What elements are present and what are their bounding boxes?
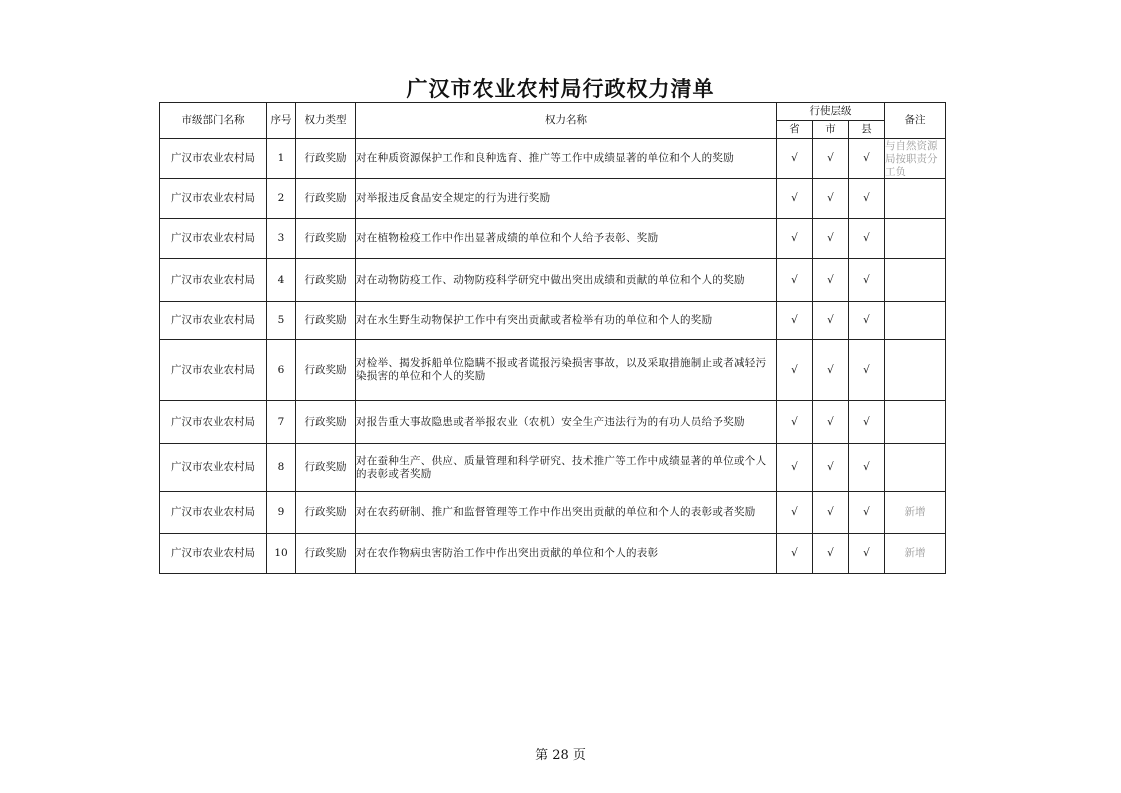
cell-county-check: √	[849, 534, 885, 574]
cell-power-name: 对在蚕种生产、供应、质量管理和科学研究、技术推广等工作中成绩显著的单位或个人的表彰或者奖励	[356, 444, 777, 492]
cell-city-check: √	[813, 340, 849, 401]
cell-seq: 5	[267, 302, 296, 340]
cell-type: 行政奖励	[296, 259, 356, 302]
cell-dept: 广汉市农业农村局	[160, 492, 267, 534]
cell-province-check: √	[777, 401, 813, 444]
cell-seq: 4	[267, 259, 296, 302]
table-row	[160, 534, 946, 574]
cell-city-check: √	[813, 492, 849, 534]
table-row	[160, 340, 946, 401]
cell-power-name: 对举报违反食品安全规定的行为进行奖励	[356, 179, 777, 219]
cell-note	[885, 179, 946, 219]
cell-city-check: √	[813, 179, 849, 219]
cell-type: 行政奖励	[296, 139, 356, 179]
cell-seq: 6	[267, 340, 296, 401]
cell-power-name: 对在动物防疫工作、动物防疫科学研究中做出突出成绩和贡献的单位和个人的奖励	[356, 259, 777, 302]
cell-city-check: √	[813, 139, 849, 179]
cell-type: 行政奖励	[296, 340, 356, 401]
cell-dept: 广汉市农业农村局	[160, 534, 267, 574]
cell-note	[885, 302, 946, 340]
cell-county-check: √	[849, 139, 885, 179]
header-note: 备注	[885, 103, 946, 139]
header-city: 市	[813, 121, 849, 139]
cell-type: 行政奖励	[296, 492, 356, 534]
cell-county-check: √	[849, 302, 885, 340]
cell-type: 行政奖励	[296, 179, 356, 219]
header-row	[160, 103, 946, 121]
header-name: 权力名称	[356, 103, 777, 139]
table-row	[160, 179, 946, 219]
cell-note	[885, 259, 946, 302]
cell-county-check: √	[849, 179, 885, 219]
header-type: 权力类型	[296, 103, 356, 139]
cell-note	[885, 340, 946, 401]
cell-province-check: √	[777, 340, 813, 401]
power-list-table	[159, 102, 946, 574]
cell-power-name: 对在农作物病虫害防治工作中作出突出贡献的单位和个人的表彰	[356, 534, 777, 574]
page-number: 第 28 页	[535, 748, 586, 763]
table-row	[160, 401, 946, 444]
cell-city-check: √	[813, 219, 849, 259]
header-dept: 市级部门名称	[160, 103, 267, 139]
cell-power-name: 对在种质资源保护工作和良种选育、推广等工作中成绩显著的单位和个人的奖励	[356, 139, 777, 179]
cell-city-check: √	[813, 444, 849, 492]
cell-county-check: √	[849, 259, 885, 302]
cell-city-check: √	[813, 302, 849, 340]
table-row	[160, 302, 946, 340]
cell-note	[885, 139, 946, 179]
cell-county-check: √	[849, 492, 885, 534]
cell-province-check: √	[777, 219, 813, 259]
note-text: 与自然资源局按职责分工负	[885, 140, 938, 176]
cell-dept: 广汉市农业农村局	[160, 179, 267, 219]
table-row	[160, 219, 946, 259]
cell-type: 行政奖励	[296, 302, 356, 340]
header-province: 省	[777, 121, 813, 139]
cell-type: 行政奖励	[296, 534, 356, 574]
cell-city-check: √	[813, 401, 849, 444]
cell-power-name: 对报告重大事故隐患或者举报农业（农机）安全生产违法行为的有功人员给予奖励	[356, 401, 777, 444]
cell-province-check: √	[777, 302, 813, 340]
table-row	[160, 139, 946, 179]
cell-county-check: √	[849, 444, 885, 492]
cell-province-check: √	[777, 492, 813, 534]
cell-dept: 广汉市农业农村局	[160, 219, 267, 259]
cell-power-name: 对检举、揭发拆船单位隐瞒不报或者谎报污染损害事故，以及采取措施制止或者减轻污染损害的单位和个人的奖励	[356, 340, 777, 401]
cell-county-check: √	[849, 219, 885, 259]
cell-county-check: √	[849, 340, 885, 401]
cell-note	[885, 444, 946, 492]
cell-dept: 广汉市农业农村局	[160, 139, 267, 179]
cell-province-check: √	[777, 139, 813, 179]
header-county: 县	[849, 121, 885, 139]
cell-city-check: √	[813, 259, 849, 302]
cell-dept: 广汉市农业农村局	[160, 401, 267, 444]
cell-type: 行政奖励	[296, 444, 356, 492]
cell-power-name: 对在植物检疫工作中作出显著成绩的单位和个人给予表彰、奖励	[356, 219, 777, 259]
cell-power-name: 对在水生野生动物保护工作中有突出贡献或者检举有功的单位和个人的奖励	[356, 302, 777, 340]
table-row	[160, 259, 946, 302]
cell-province-check: √	[777, 534, 813, 574]
table-row	[160, 444, 946, 492]
cell-province-check: √	[777, 444, 813, 492]
document-title: 广汉市农业农村局行政权力清单	[406, 76, 715, 101]
cell-note: 新增	[885, 534, 946, 574]
cell-power-name: 对在农药研制、推广和监督管理等工作中作出突出贡献的单位和个人的表彰或者奖励	[356, 492, 777, 534]
cell-seq: 9	[267, 492, 296, 534]
cell-city-check: √	[813, 534, 849, 574]
cell-province-check: √	[777, 259, 813, 302]
cell-type: 行政奖励	[296, 219, 356, 259]
cell-dept: 广汉市农业农村局	[160, 259, 267, 302]
cell-dept: 广汉市农业农村局	[160, 302, 267, 340]
cell-type: 行政奖励	[296, 401, 356, 444]
cell-note	[885, 219, 946, 259]
cell-seq: 10	[267, 534, 296, 574]
cell-note: 新增	[885, 492, 946, 534]
table-row	[160, 492, 946, 534]
cell-note	[885, 401, 946, 444]
header-seq: 序号	[267, 103, 296, 139]
cell-seq: 1	[267, 139, 296, 179]
cell-seq: 2	[267, 179, 296, 219]
cell-seq: 7	[267, 401, 296, 444]
cell-dept: 广汉市农业农村局	[160, 340, 267, 401]
cell-seq: 8	[267, 444, 296, 492]
header-level: 行使层级	[777, 103, 885, 121]
cell-dept: 广汉市农业农村局	[160, 444, 267, 492]
cell-seq: 3	[267, 219, 296, 259]
cell-county-check: √	[849, 401, 885, 444]
cell-province-check: √	[777, 179, 813, 219]
